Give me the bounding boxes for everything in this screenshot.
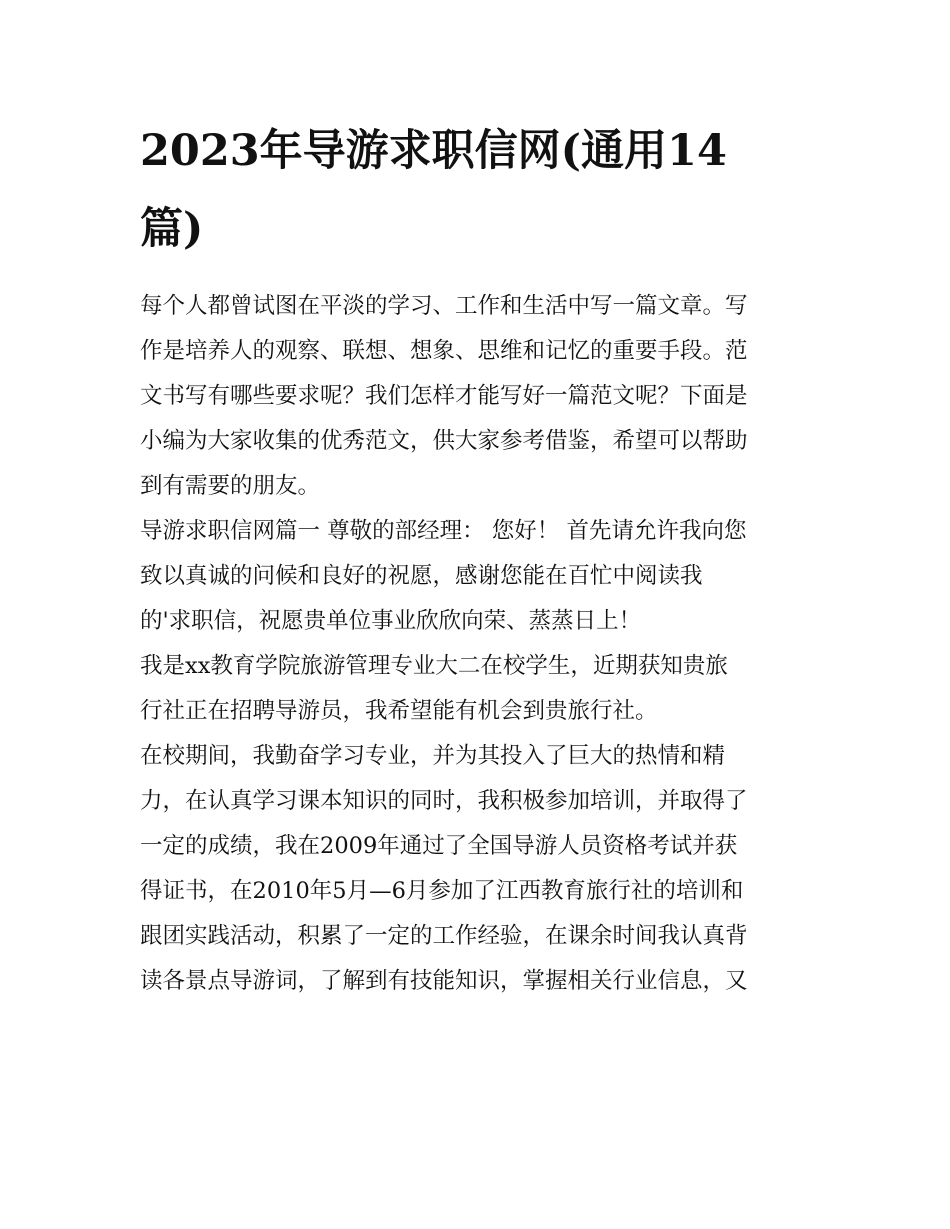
text-line: 的'求职信，祝愿贵单位事业欣欣向荣、蒸蒸日上！ [140,608,642,634]
title-line-1: 2023年导游求职信网(通用14 [140,126,727,176]
text-line: 得证书，在2010年5月—6月参加了江西教育旅行社的培训和 [140,878,744,904]
text-line: 跟团实践活动，积累了一定的工作经验，在课余时间我认真背 [140,923,748,949]
text-line: 读各景点导游词，了解到有技能知识，掌握相关行业信息，又 [140,968,748,994]
text-line: 导游求职信网篇一 尊敬的部经理： 您好！ 首先请允许我向您 [140,518,747,544]
text-line: 致以真诚的问候和良好的祝愿，感谢您能在百忙中阅读我 [140,563,703,589]
text-line: 作是培养人的观察、联想、想象、思维和记忆的重要手段。范 [140,338,748,364]
document-page [140,112,820,1004]
text-line: 力，在认真学习课本知识的同时，我积极参加培训，并取得了 [140,788,748,814]
text-line: 小编为大家收集的优秀范文，供大家参考借鉴，希望可以帮助 [140,428,748,454]
text-line: 每个人都曾试图在平淡的学习、工作和生活中写一篇文章。写 [140,293,748,319]
paragraph-self-intro [140,644,820,734]
text-line: 文书写有哪些要求呢？我们怎样才能写好一篇范文呢？下面是 [140,383,748,409]
paragraph-experience [140,734,820,1004]
text-line: 行社正在招聘导游员，我希望能有机会到贵旅行社。 [140,698,658,724]
paragraph-intro [140,284,820,509]
document-title [140,112,820,268]
document-body [140,284,820,1004]
text-line: 在校期间，我勤奋学习专业，并为其投入了巨大的热情和精 [140,743,726,769]
text-line: 我是xx教育学院旅游管理专业大二在校学生，近期获知贵旅 [140,653,728,679]
title-line-2: 篇) [140,204,204,254]
text-line: 到有需要的朋友。 [140,473,321,499]
text-line: 一定的成绩，我在2009年通过了全国导游人员资格考试并获 [140,833,738,859]
paragraph-greeting [140,509,820,644]
